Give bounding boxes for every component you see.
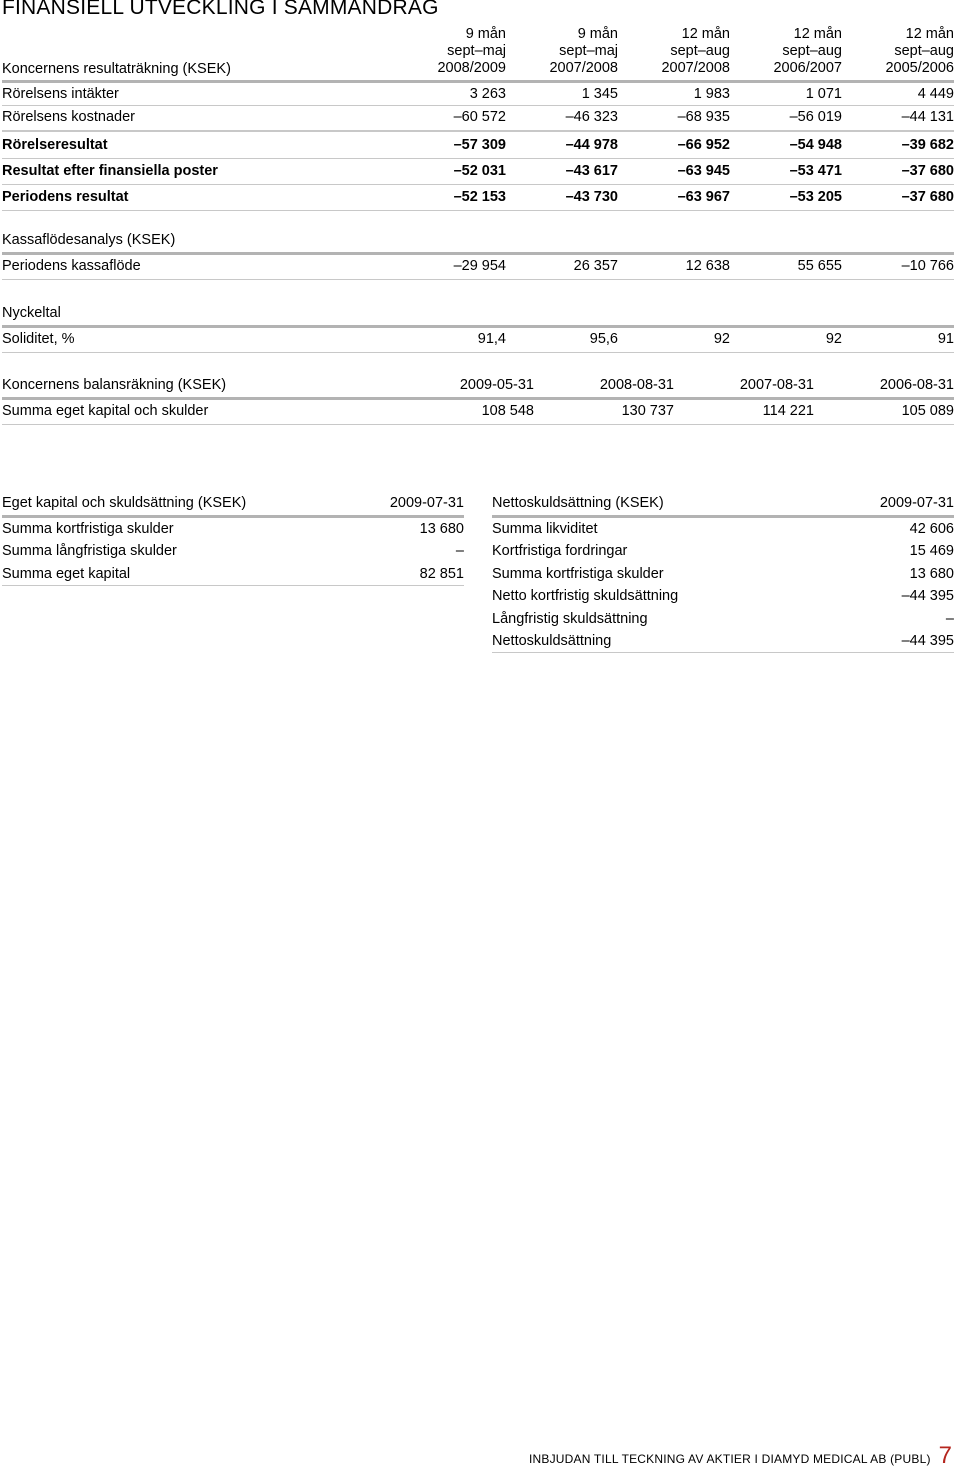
cell-value: –43 617 xyxy=(565,163,618,179)
table-row xyxy=(492,630,954,653)
cell-value: 1 983 xyxy=(693,86,730,102)
column-header: 9 mån sept–maj 2007/2008 xyxy=(549,26,618,76)
cell-value: 114 221 xyxy=(762,403,814,419)
page-title: FINANSIELL UTVECKLING I SAMMANDRAG xyxy=(2,0,439,19)
table-row xyxy=(492,540,954,562)
cell-value: 12 638 xyxy=(685,258,730,274)
cell-value: –37 680 xyxy=(901,189,954,205)
cell-value: 95,6 xyxy=(589,331,618,347)
cell-value: –52 153 xyxy=(453,189,506,205)
cell-value: 91 xyxy=(937,331,954,347)
cashflow-header-label: Kassaflödesanalys (KSEK) xyxy=(2,232,176,248)
table-row xyxy=(492,608,954,630)
keyfigures-header-row xyxy=(2,300,954,328)
table-row xyxy=(2,328,954,353)
cell-value: –52 031 xyxy=(453,163,506,179)
row-label: Kortfristiga fordringar xyxy=(492,543,628,560)
income-header-label: Koncernens resultaträkning (KSEK) xyxy=(2,61,231,77)
cell-value: 26 357 xyxy=(573,258,618,274)
row-label: Periodens resultat xyxy=(2,189,129,205)
cell-value: 3 263 xyxy=(469,86,506,102)
balance-header-label: Koncernens balansräkning (KSEK) xyxy=(2,377,227,393)
row-label: Summa likviditet xyxy=(492,521,598,537)
cell-value: –44 978 xyxy=(565,137,618,153)
equity-date: 2009-07-31 xyxy=(389,495,464,511)
cell-value: –66 952 xyxy=(677,137,730,153)
cell-value: –68 935 xyxy=(677,109,730,125)
column-header: 2009-05-31 xyxy=(459,377,534,393)
row-label: Långfristig skuldsättning xyxy=(492,610,648,627)
table-row xyxy=(2,83,954,106)
table-row xyxy=(2,132,954,159)
cell-value: 13 680 xyxy=(909,565,954,582)
row-label: Rörelsens intäkter xyxy=(2,86,119,102)
netdebt-header-label: Nettoskuldsättning (KSEK) xyxy=(492,495,664,511)
cell-value: 92 xyxy=(825,331,842,347)
column-header: 2008-08-31 xyxy=(599,377,674,393)
footer-text: INBJUDAN TILL TECKNING AV AKTIER I DIAMYD MEDICAL AB (PUBL) xyxy=(528,1452,931,1466)
row-label: Summa eget kapital och skulder xyxy=(2,403,209,419)
table-row xyxy=(2,540,464,562)
keyfigures-header-label: Nyckeltal xyxy=(2,305,61,321)
table-row xyxy=(2,159,954,185)
cell-value: –44 395 xyxy=(901,588,954,605)
cell-value: –53 205 xyxy=(789,189,842,205)
cell-value: 91,4 xyxy=(477,331,506,347)
page-number: 7 xyxy=(938,1442,952,1469)
netdebt-date: 2009-07-31 xyxy=(879,495,954,511)
table-row xyxy=(492,563,954,585)
cell-value: 55 655 xyxy=(797,258,842,274)
row-label: Summa kortfristiga skulder xyxy=(492,565,664,582)
column-header: 12 mån sept–aug 2005/2006 xyxy=(885,26,954,76)
income-statement-table xyxy=(2,24,954,211)
row-label: Resultat efter finansiella poster xyxy=(2,163,218,179)
column-header: 12 mån sept–aug 2007/2008 xyxy=(661,26,730,76)
row-label: Netto kortfristig skuldsättning xyxy=(492,588,679,605)
table-row xyxy=(2,400,954,425)
cell-value: 13 680 xyxy=(419,521,464,537)
table-row xyxy=(2,518,464,540)
cell-value: –43 730 xyxy=(565,189,618,205)
table-row xyxy=(2,106,954,132)
cell-value: –29 954 xyxy=(453,258,506,274)
equity-table xyxy=(2,490,464,586)
page-footer xyxy=(529,1442,952,1470)
cell-value: – xyxy=(945,610,954,627)
row-label: Soliditet, % xyxy=(2,331,75,347)
row-label: Summa eget kapital xyxy=(2,565,131,582)
keyfigures-table xyxy=(2,300,954,353)
income-header-row xyxy=(2,24,954,83)
row-label: Rörelsens kostnader xyxy=(2,109,135,125)
cell-value: –44 395 xyxy=(901,632,954,649)
cell-value: –44 131 xyxy=(901,109,954,125)
cell-value: –39 682 xyxy=(901,137,954,153)
column-header: 2007-08-31 xyxy=(739,377,814,393)
table-row xyxy=(2,185,954,211)
cell-value: –56 019 xyxy=(789,109,842,125)
balance-table xyxy=(2,372,954,425)
cell-value: –53 471 xyxy=(789,163,842,179)
cell-value: – xyxy=(455,543,464,560)
row-label: Rörelseresultat xyxy=(2,137,108,153)
cell-value: –60 572 xyxy=(453,109,506,125)
row-label: Nettoskuldsättning xyxy=(492,632,612,649)
netdebt-header-row xyxy=(492,490,954,518)
cashflow-table xyxy=(2,227,954,280)
cashflow-header-row xyxy=(2,227,954,255)
row-label: Summa kortfristiga skulder xyxy=(2,521,174,537)
cell-value: –54 948 xyxy=(789,137,842,153)
table-row xyxy=(492,518,954,540)
cell-value: 42 606 xyxy=(909,521,954,537)
cell-value: –46 323 xyxy=(565,109,618,125)
table-row xyxy=(2,563,464,586)
cell-value: –57 309 xyxy=(453,137,506,153)
cell-value: –10 766 xyxy=(901,258,954,274)
cell-value: 82 851 xyxy=(419,565,464,582)
equity-header-row xyxy=(2,490,464,518)
cell-value: –63 945 xyxy=(677,163,730,179)
cell-value: 1 345 xyxy=(581,86,618,102)
balance-header-row xyxy=(2,372,954,400)
equity-header-label: Eget kapital och skuldsättning (KSEK) xyxy=(2,495,247,511)
cell-value: 105 089 xyxy=(901,403,954,419)
netdebt-table xyxy=(492,490,954,653)
column-header: 9 mån sept–maj 2008/2009 xyxy=(437,26,506,76)
cell-value: –63 967 xyxy=(677,189,730,205)
cell-value: 92 xyxy=(713,331,730,347)
row-label: Periodens kassaflöde xyxy=(2,258,141,274)
cell-value: 1 071 xyxy=(805,86,842,102)
cell-value: 108 548 xyxy=(481,403,534,419)
row-label: Summa långfristiga skulder xyxy=(2,543,177,560)
cell-value: 130 737 xyxy=(621,403,674,419)
cell-value: 15 469 xyxy=(909,543,954,560)
cell-value: 4 449 xyxy=(917,86,954,102)
column-header: 2006-08-31 xyxy=(879,377,954,393)
cell-value: –37 680 xyxy=(901,163,954,179)
table-row xyxy=(2,255,954,280)
column-header: 12 mån sept–aug 2006/2007 xyxy=(773,26,842,76)
table-row xyxy=(492,585,954,607)
